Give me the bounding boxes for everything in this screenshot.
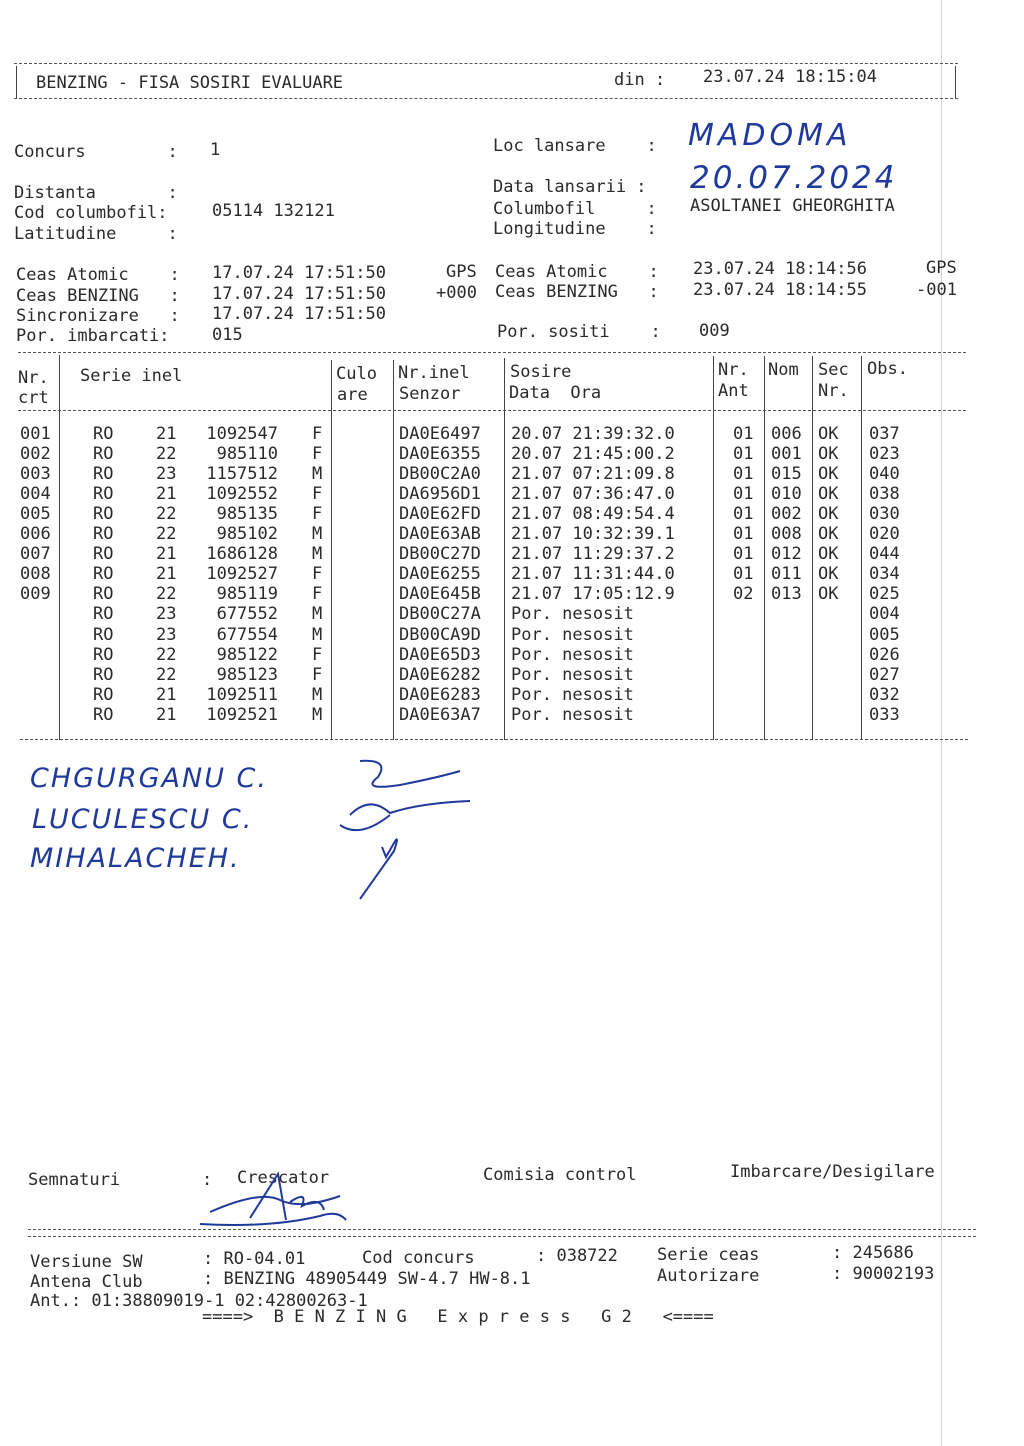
cell-senzor: DA0E65D3: [399, 644, 481, 665]
cell-sec: OK: [818, 464, 839, 485]
cod-columbofil-label: Cod columbofil:: [14, 203, 168, 223]
th-nr-inel-1: Nr.inel: [398, 363, 470, 383]
crescator-label: Crescator: [237, 1168, 330, 1188]
concurs-label: Concurs :: [14, 142, 178, 162]
cell-nr: 1092527: [206, 564, 278, 585]
cell-an: 21: [156, 484, 177, 505]
cell-tara: RO: [93, 684, 114, 705]
header-din-value: 23.07.24 18:15:04: [703, 67, 877, 87]
ceas-benzing-start-label: Ceas BENZING :: [16, 286, 180, 306]
cell-sec: OK: [818, 564, 839, 585]
header-bottom-rule: [14, 98, 958, 99]
cell-obs: 005: [869, 624, 900, 645]
cell-sosire: 21.07 10:32:39.1: [511, 524, 675, 545]
cell-ant: 01: [733, 424, 754, 444]
sositi-label: Por. sositi :: [497, 322, 661, 342]
cell-senzor: DA0E645B: [399, 584, 481, 605]
th-sec-2: Nr.: [818, 381, 849, 401]
cell-nr: 677554: [216, 624, 278, 645]
cell-sosire: Por. nesosit: [511, 684, 634, 705]
serie-ceas-value: : 245686: [832, 1243, 914, 1263]
th-nr-ant-2: Ant: [718, 381, 749, 401]
cell-tara: RO: [93, 504, 114, 525]
cell-nr: 1157512: [206, 464, 278, 485]
cell-nom: 010: [771, 484, 802, 505]
cell-nom: 013: [771, 584, 802, 605]
cell-senzor: DA0E6283: [399, 684, 481, 705]
cell-sosire: 21.07 11:29:37.2: [511, 544, 675, 565]
semnaturi-colon: :: [202, 1170, 213, 1190]
cell-nom: 011: [771, 564, 802, 585]
ceas-benzing-end-label: Ceas BENZING :: [495, 282, 659, 302]
cell-sex: M: [312, 524, 323, 545]
cell-senzor: DA0E6355: [399, 444, 481, 465]
table-row: [0, 484, 1024, 504]
cell-obs: 027: [869, 664, 900, 685]
cell-crt: 006: [20, 524, 51, 545]
cell-senzor: DB00C2A0: [399, 464, 481, 485]
cell-sex: F: [312, 504, 323, 525]
cell-nr: 1092521: [206, 704, 278, 725]
table-row: [0, 524, 1024, 544]
cell-tara: RO: [93, 644, 114, 665]
antenna-serials: Ant.: 01:38809019-1 02:42800263-1: [30, 1291, 368, 1311]
th-obs: Obs.: [867, 359, 908, 379]
cod-concurs-label: Cod concurs: [362, 1248, 475, 1268]
imbarcati-value: 015: [212, 325, 243, 345]
table-header-rule: [18, 410, 966, 411]
cell-sosire: 20.07 21:39:32.0: [511, 424, 675, 444]
th-culoare-2: are: [337, 385, 368, 405]
header-din-label: din :: [614, 70, 666, 90]
cell-nom: 002: [771, 504, 802, 525]
cell-nr: 677552: [216, 604, 278, 625]
cell-an: 22: [156, 584, 177, 605]
cell-nr: 985122: [216, 644, 278, 665]
semnaturi-label: Semnaturi: [28, 1170, 121, 1190]
cell-sosire: 21.07 07:21:09.8: [511, 464, 675, 485]
th-sosire-2: Data Ora: [509, 383, 602, 403]
autorizare-value: : 90002193: [832, 1264, 935, 1284]
cell-tara: RO: [93, 424, 114, 444]
footer-top-rule: [28, 1229, 976, 1230]
ceas-atomic-end-extra: GPS: [926, 258, 957, 278]
footer-top-rule-2: [28, 1236, 976, 1237]
cell-senzor: DA0E62FD: [399, 504, 481, 525]
table-row: [0, 584, 1024, 604]
cell-sex: F: [312, 664, 323, 685]
table-top-rule: [18, 352, 966, 353]
cell-an: 21: [156, 564, 177, 585]
cell-nr: 1092552: [206, 484, 278, 505]
cell-sex: F: [312, 584, 323, 605]
cell-ant: 01: [733, 524, 754, 545]
cell-tara: RO: [93, 564, 114, 585]
cell-sex: M: [312, 624, 323, 645]
cell-nr: 985119: [216, 584, 278, 605]
cell-sex: M: [312, 604, 323, 625]
cell-obs: 044: [869, 544, 900, 565]
cell-sec: OK: [818, 424, 839, 444]
cell-tara: RO: [93, 544, 114, 565]
cell-nr: 985110: [216, 444, 278, 465]
sheet-title: BENZING - FISA SOSIRI EVALUARE: [36, 73, 344, 93]
handwritten-name-1: CHGURGANU C.: [30, 763, 268, 794]
cell-an: 21: [156, 684, 177, 705]
cell-tara: RO: [93, 664, 114, 685]
cell-an: 22: [156, 504, 177, 525]
cell-obs: 034: [869, 564, 900, 585]
cell-nr: 985102: [216, 524, 278, 545]
th-nr-crt-2: crt: [18, 388, 49, 408]
ceas-benzing-start-extra: +000: [436, 283, 477, 303]
handwritten-name-3: MIHALACHEH.: [30, 843, 241, 874]
cell-crt: 009: [20, 584, 51, 605]
cell-nom: 006: [771, 424, 802, 444]
cell-tara: RO: [93, 704, 114, 725]
cell-an: 22: [156, 664, 177, 685]
data-lansarii-handwritten: 20.07.2024: [690, 160, 898, 196]
cell-obs: 038: [869, 484, 900, 505]
th-nr-ant-1: Nr.: [718, 360, 749, 380]
table-bottom-rule: [20, 739, 968, 740]
ceas-benzing-end-value: 23.07.24 18:14:55: [693, 280, 867, 300]
latitudine-label: Latitudine :: [14, 224, 178, 244]
cell-senzor: DB00CA9D: [399, 624, 481, 645]
cell-senzor: DA0E6255: [399, 564, 481, 585]
cell-ant: 01: [733, 484, 754, 505]
cell-an: 22: [156, 644, 177, 665]
cell-senzor: DA6956D1: [399, 484, 481, 505]
cell-sosire: Por. nesosit: [511, 604, 634, 625]
cell-an: 21: [156, 424, 177, 444]
benzing-express-banner: ====> B E N Z I N G E x p r e s s G 2 <====: [202, 1307, 714, 1327]
cell-crt: 008: [20, 564, 51, 585]
ceas-atomic-end-label: Ceas Atomic :: [495, 262, 659, 282]
cell-sex: F: [312, 644, 323, 665]
cell-tara: RO: [93, 444, 114, 465]
cell-sec: OK: [818, 524, 839, 545]
cell-an: 22: [156, 444, 177, 465]
cell-tara: RO: [93, 624, 114, 645]
commission-signatures-scribble: [330, 755, 490, 905]
cell-obs: 032: [869, 684, 900, 705]
table-row: [0, 504, 1024, 524]
cell-nr: 1092511: [206, 684, 278, 705]
cell-nr: 985123: [216, 664, 278, 685]
cell-sosire: 21.07 07:36:47.0: [511, 484, 675, 505]
ceas-atomic-start-extra: GPS: [446, 262, 477, 282]
cell-crt: 005: [20, 504, 51, 525]
cell-sec: OK: [818, 584, 839, 605]
cell-sosire: Por. nesosit: [511, 624, 634, 645]
cell-an: 21: [156, 704, 177, 725]
table-row: [0, 604, 1024, 624]
header-left-edge: [16, 66, 17, 98]
cell-nr: 1686128: [206, 544, 278, 565]
cell-an: 22: [156, 524, 177, 545]
cell-an: 23: [156, 604, 177, 625]
cell-crt: 002: [20, 444, 51, 465]
cell-sex: M: [312, 704, 323, 725]
cell-sex: F: [312, 484, 323, 505]
columbofil-label: Columbofil :: [493, 199, 657, 219]
sositi-value: 009: [699, 321, 730, 341]
th-nr-inel-2: Senzor: [399, 384, 461, 404]
cell-senzor: DA0E6282: [399, 664, 481, 685]
cell-sosire: 20.07 21:45:00.2: [511, 444, 675, 465]
cell-tara: RO: [93, 464, 114, 485]
autorizare-label: Autorizare: [657, 1266, 760, 1286]
loc-lansare-label: Loc lansare :: [493, 136, 657, 156]
cell-sec: OK: [818, 544, 839, 565]
cell-sex: F: [312, 444, 323, 465]
cell-sosire: 21.07 17:05:12.9: [511, 584, 675, 605]
cell-nr: 1092547: [206, 424, 278, 444]
table-row: [0, 444, 1024, 464]
cell-ant: 02: [733, 584, 754, 605]
antena-club-label: Antena Club: [30, 1272, 143, 1292]
cell-obs: 037: [869, 424, 900, 444]
cell-obs: 020: [869, 524, 900, 545]
header-top-rule: [14, 63, 958, 64]
sincronizare-label: Sincronizare :: [16, 306, 180, 326]
cell-an: 23: [156, 624, 177, 645]
cell-senzor: DA0E63A7: [399, 704, 481, 725]
th-culoare-1: Culo: [336, 364, 377, 384]
cell-sex: F: [312, 564, 323, 585]
distanta-label: Distanta :: [14, 183, 178, 203]
th-sosire-1: Sosire: [510, 362, 572, 382]
cell-crt: 004: [20, 484, 51, 505]
ceas-atomic-end-value: 23.07.24 18:14:56: [693, 259, 867, 279]
sincronizare-value: 17.07.24 17:51:50: [212, 304, 386, 324]
table-row: [0, 645, 1024, 665]
cell-sosire: Por. nesosit: [511, 704, 634, 725]
cell-nr: 985135: [216, 504, 278, 525]
cell-tara: RO: [93, 584, 114, 605]
cell-sex: M: [312, 464, 323, 485]
table-row: [0, 544, 1024, 564]
concurs-value: 1: [210, 140, 221, 160]
cell-obs: 004: [869, 604, 900, 625]
cell-nom: 001: [771, 444, 802, 465]
cell-obs: 040: [869, 464, 900, 485]
longitudine-label: Longitudine :: [493, 219, 657, 239]
table-row: [0, 464, 1024, 484]
table-row: [0, 424, 1024, 444]
header-right-edge: [955, 66, 956, 98]
cell-sosire: 21.07 08:49:54.4: [511, 504, 675, 525]
comisia-control-label: Comisia control: [483, 1165, 637, 1185]
table-row: [0, 625, 1024, 645]
table-row: [0, 705, 1024, 725]
cell-sec: OK: [818, 504, 839, 525]
cell-sec: OK: [818, 444, 839, 465]
cell-sosire: Por. nesosit: [511, 644, 634, 665]
cell-obs: 025: [869, 584, 900, 605]
cell-senzor: DA0E63AB: [399, 524, 481, 545]
table-row: [0, 665, 1024, 685]
cell-senzor: DA0E6497: [399, 424, 481, 444]
data-lansarii-label: Data lansarii :: [493, 177, 647, 197]
versiune-sw-label: Versiune SW: [30, 1252, 143, 1272]
cell-sex: M: [312, 544, 323, 565]
cod-concurs-value: : 038722: [536, 1246, 618, 1266]
cell-sosire: Por. nesosit: [511, 664, 634, 685]
antena-club-value: : BENZING 48905449 SW-4.7 HW-8.1: [203, 1269, 531, 1289]
cell-tara: RO: [93, 484, 114, 505]
ceas-atomic-start-value: 17.07.24 17:51:50: [212, 263, 386, 283]
cell-nom: 012: [771, 544, 802, 565]
th-serie-inel: Serie inel: [80, 366, 183, 386]
cell-obs: 030: [869, 504, 900, 525]
cell-crt: 003: [20, 464, 51, 485]
cell-sosire: 21.07 11:31:44.0: [511, 564, 675, 585]
cell-ant: 01: [733, 544, 754, 565]
table-row: [0, 564, 1024, 584]
table-row: [0, 685, 1024, 705]
loc-lansare-handwritten: MADOMA: [688, 118, 852, 153]
cell-senzor: DB00C27D: [399, 544, 481, 565]
serie-ceas-label: Serie ceas: [657, 1245, 760, 1265]
cell-crt: 007: [20, 544, 51, 565]
cell-tara: RO: [93, 524, 114, 545]
breeder-signature: [190, 1160, 360, 1235]
cell-obs: 033: [869, 704, 900, 725]
cell-sex: F: [312, 424, 323, 444]
cell-crt: 001: [20, 424, 51, 444]
cell-ant: 01: [733, 564, 754, 585]
columbofil-value: ASOLTANEI GHEORGHITA: [690, 196, 895, 216]
cell-obs: 026: [869, 644, 900, 665]
handwritten-name-2: LUCULESCU C.: [32, 804, 254, 835]
ceas-benzing-end-extra: -001: [916, 280, 957, 300]
versiune-sw-value: : RO-04.01: [203, 1249, 306, 1269]
cell-ant: 01: [733, 504, 754, 525]
th-nr-crt-1: Nr.: [18, 368, 49, 388]
cell-ant: 01: [733, 464, 754, 485]
cell-obs: 023: [869, 444, 900, 465]
imbarcare-desigilare-label: Imbarcare/Desigilare: [730, 1162, 935, 1182]
cell-ant: 01: [733, 444, 754, 465]
cod-columbofil-value: 05114 132121: [212, 201, 335, 221]
th-nom: Nom: [768, 360, 799, 380]
cell-tara: RO: [93, 604, 114, 625]
cell-nom: 008: [771, 524, 802, 545]
ceas-benzing-start-value: 17.07.24 17:51:50: [212, 284, 386, 304]
cell-sex: M: [312, 684, 323, 705]
imbarcati-label: Por. imbarcati:: [16, 326, 170, 346]
cell-an: 21: [156, 544, 177, 565]
cell-an: 23: [156, 464, 177, 485]
ceas-atomic-start-label: Ceas Atomic :: [16, 265, 180, 285]
cell-sec: OK: [818, 484, 839, 505]
cell-senzor: DB00C27A: [399, 604, 481, 625]
th-sec-1: Sec: [818, 360, 849, 380]
cell-nom: 015: [771, 464, 802, 485]
